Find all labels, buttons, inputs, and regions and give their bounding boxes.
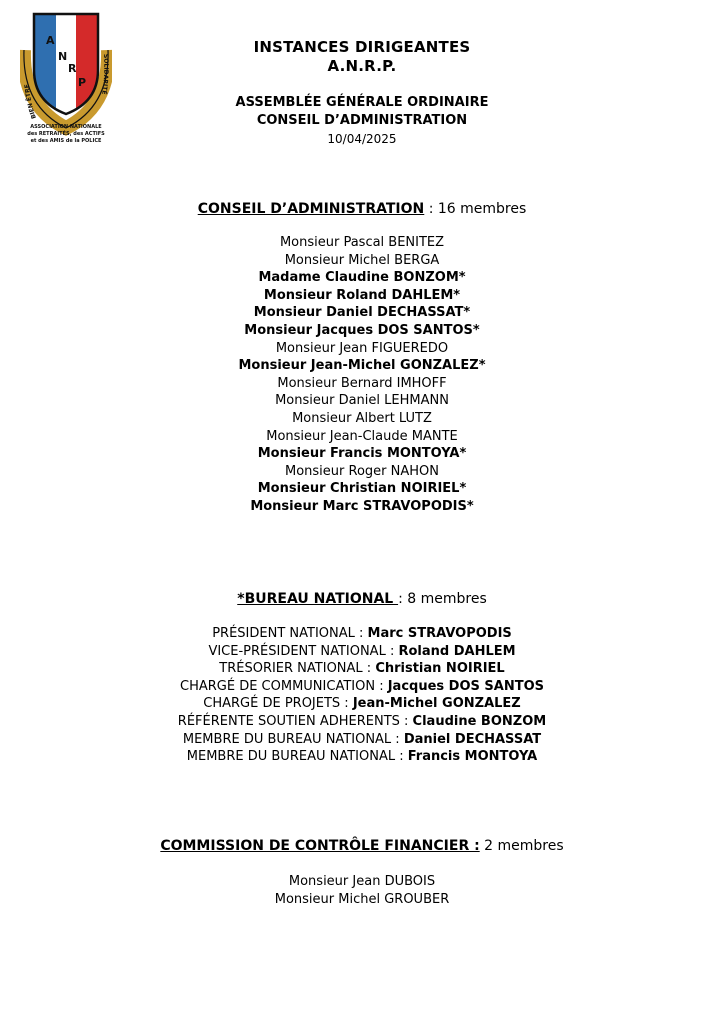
bureau-role-holder: Claudine BONZOM [412,713,547,729]
logo-arc-left: BIEN ÊTRE [23,83,38,120]
bureau-role-row [0,748,724,766]
bureau-role-title: CHARGÉ DE COMMUNICATION : [180,678,388,694]
logo-caption-3: et des AMIS de la POLICE [30,138,102,144]
conseil-member: Monsieur Michel BERGA [284,252,440,268]
bureau-role-row [0,660,724,678]
logo-arc-right: SOLIDARITÉ [100,53,110,95]
bureau-role-title: PRÉSIDENT NATIONAL : [212,626,368,641]
bureau-role-row [0,678,724,696]
bureau-role-holder: Marc STRAVOPODIS [367,626,512,641]
bureau-role-title: TRÉSORIER NATIONAL : [219,661,376,677]
bureau-member-count: : 8 membres [398,591,487,607]
logo-caption-1: ASSOCIATION NATIONALE [30,124,102,130]
conseil-heading-label: CONSEIL D’ADMINISTRATION [197,201,425,217]
bureau-role-title: VICE-PRÉSIDENT NATIONAL : [208,643,399,659]
bureau-role-title: CHARGÉ DE PROJETS : [203,696,353,712]
bureau-role-row [0,731,724,749]
logo-letter-r: R [68,62,77,75]
logo-caption-2: des RETRAITÉS, des ACTIFS [27,131,105,137]
logo-letter-a: A [46,34,55,47]
page-title: INSTANCES DIRIGEANTES [253,38,471,56]
bureau-role-row [0,713,724,731]
bureau-role-holder: Daniel DECHASSAT [403,731,542,747]
bureau-role-list [0,625,724,766]
bureau-role-row [0,695,724,713]
commission-member: Monsieur Jean DUBOIS [288,874,436,889]
bureau-role-holder: Francis MONTOYA [407,749,538,765]
document-date: 10/04/2025 [327,132,397,146]
conseil-heading [0,200,724,218]
commission-heading-label: COMMISSION DE CONTRÔLE FINANCIER : [160,838,480,854]
bureau-role-row [0,643,724,661]
conseil-member: Monsieur Marc STRAVOPODIS* [250,498,474,514]
conseil-member: Monsieur Jean-Claude MANTE [266,428,458,444]
conseil-member-count: : 16 membres [424,201,527,217]
bureau-heading-label: *BUREAU NATIONAL [237,591,399,607]
logo-letter-p: P [78,76,87,89]
conseil-member-list [0,234,724,516]
conseil-member: Monsieur Daniel DECHASSAT* [253,305,471,321]
organization-name: A.N.R.P. [327,57,397,75]
conseil-member: Monsieur Daniel LEHMANN [275,393,449,409]
commission-member-list [0,873,724,908]
bureau-heading [0,590,724,608]
bureau-role-row [0,625,724,643]
conseil-member: Monsieur Albert LUTZ [292,410,432,426]
bureau-role-holder: Roland DAHLEM [398,643,516,659]
commission-member: Monsieur Michel GROUBER [274,891,450,907]
conseil-member: Madame Claudine BONZOM* [258,270,466,286]
conseil-member: Monsieur Pascal BENITEZ [279,235,445,250]
conseil-member: Monsieur Roger NAHON [285,463,439,479]
bureau-role-title: RÉFÉRENTE SOUTIEN ADHERENTS : [177,713,413,729]
bureau-role-holder: Jean-Michel GONZALEZ [352,696,521,712]
logo-letter-n: N [58,50,68,63]
bureau-role-holder: Jacques DOS SANTOS [387,678,544,694]
bureau-role-holder: Christian NOIRIEL [375,661,505,677]
council-subtitle: CONSEIL D’ADMINISTRATION [256,113,468,128]
bureau-role-title: MEMBRE DU BUREAU NATIONAL : [182,731,404,747]
commission-heading [0,837,724,855]
conseil-member: Monsieur Francis MONTOYA* [257,446,467,462]
bureau-role-title: MEMBRE DU BUREAU NATIONAL : [186,749,408,765]
conseil-member: Monsieur Jean-Michel GONZALEZ* [238,358,486,374]
assembly-title: ASSEMBLÉE GÉNÉRALE ORDINAIRE [235,95,489,110]
conseil-member: Monsieur Jean FIGUEREDO [275,340,449,356]
conseil-member: Monsieur Christian NOIRIEL* [257,481,467,497]
commission-member-count: 2 membres [479,838,564,854]
conseil-member: Monsieur Jacques DOS SANTOS* [244,322,480,338]
conseil-member: Monsieur Roland DAHLEM* [263,287,461,303]
conseil-member: Monsieur Bernard IMHOFF [277,375,447,391]
